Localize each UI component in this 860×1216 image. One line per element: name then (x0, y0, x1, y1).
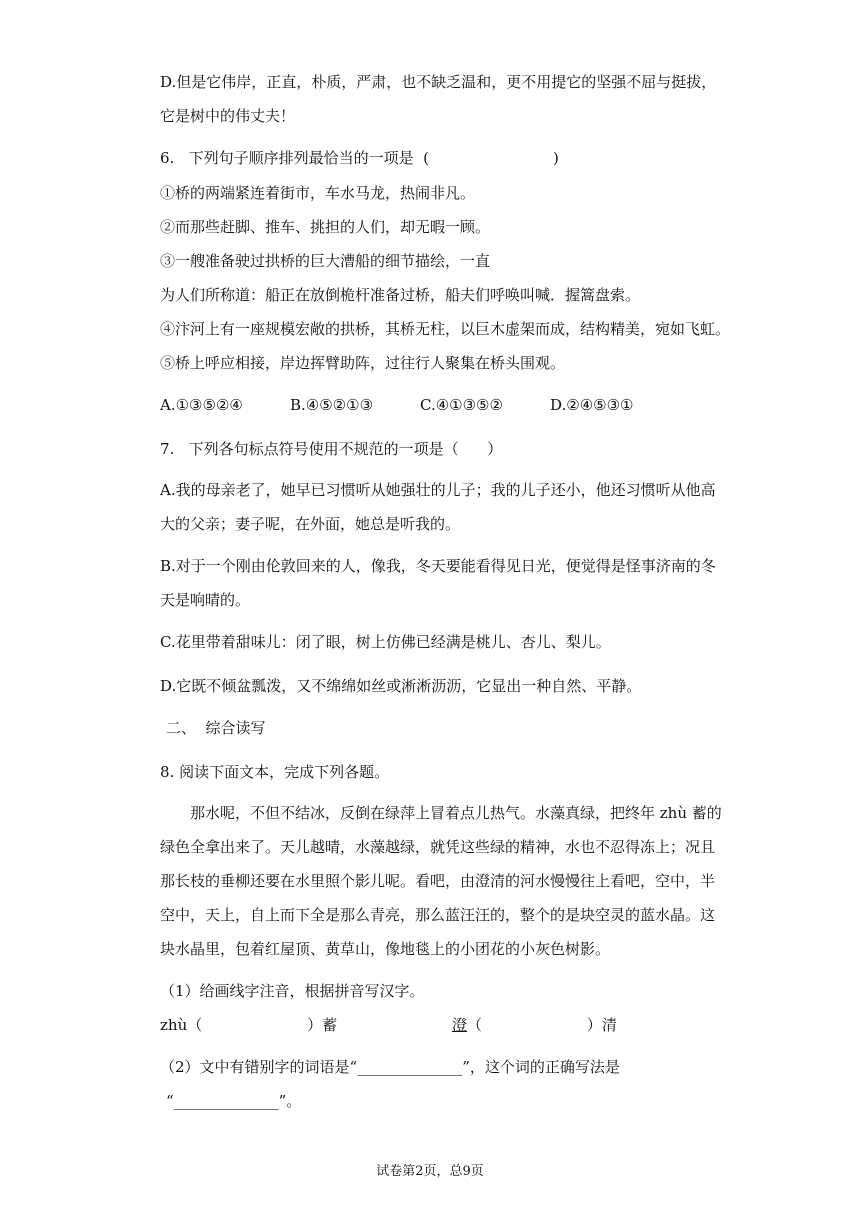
q8-sub1-blank-right-group (452, 1015, 617, 1035)
q7-option-b-line2: 天是响晴的。 (160, 591, 251, 609)
q7-option-d: D.它既不倾盆瓢泼，又不绵绵如丝或淅淅沥沥，它显出一种自然、平静。 (160, 677, 642, 695)
q7-option-a-line2: 大的父亲；妻子呢，在外面，她总是听我的。 (160, 515, 461, 533)
q5-option-d-line1: D.但是它伟岸，正直，朴质，严肃，也不缺乏温和，更不用提它的坚强不屈与挺拔， (160, 73, 717, 91)
q6-option-a: A.①③⑤②④ (160, 396, 243, 414)
page-footer: 试卷第2页，总9页 (376, 1164, 484, 1179)
q6-stem: 6. 下列句子顺序排列最恰当的一项是 ( ) (160, 149, 559, 167)
q6-sentence-5: ⑤桥上呼应相接，岸边挥臂助阵，过往行人聚集在桥头围观。 (160, 354, 566, 372)
q8-passage-line5: 块水晶里，包着红屋顶、黄草山，像地毯上的小团花的小灰色树影。 (160, 940, 611, 958)
q7-stem: 7. 下列各句标点符号使用不规范的一项是（ ） (160, 440, 503, 458)
q8-sub1-blank-right: （ ）清 (467, 1016, 617, 1034)
q6-option-b: B.④⑤②①③ (290, 396, 374, 414)
q8-sub1-blank-left: zhù（ ）蓄 (160, 1016, 338, 1034)
q6-sentence-4: ④汴河上有一座规模宏敞的拱桥，其桥无柱，以巨木虚架而成，结构精美，宛如飞虹。 (160, 320, 731, 338)
q7-option-c: C.花里带着甜味儿：闭了眼，树上仿佛已经满是桃儿、杏儿、梨儿。 (160, 633, 611, 651)
q8-passage-line1: 那水呢，不但不结冰，反倒在绿萍上冒着点儿热气。水藻真绿，把终年 zhù 蓄的 (190, 804, 722, 822)
q6-option-d: D.②④⑤③① (550, 396, 634, 414)
q8-sub2-line1: （2）文中有错别字的词语是“______________”，这个词的正确写法是 (160, 1058, 620, 1076)
q5-option-d-line2: 它是树中的伟丈夫！ (160, 107, 296, 125)
q8-sub2-line2: “______________”。 (166, 1092, 302, 1110)
section-2-heading: 二、 综合读写 (166, 719, 266, 737)
q6-option-c: C.④①③⑤② (420, 396, 503, 414)
underlined-char: 澄 (452, 1016, 468, 1034)
q8-stem: 8. 阅读下面文本，完成下列各题。 (160, 763, 390, 781)
q8-passage-line3: 那长枝的垂柳还要在水里照个影儿呢。看吧，由澄清的河水慢慢往上看吧，空中，半 (160, 872, 716, 890)
q8-passage-line2: 绿色全拿出来了。天儿越晴，水藻越绿，就凭这些绿的精神，水也不忍得冻上；况且 (160, 838, 716, 856)
q8-passage-line4: 空中，天上，自上而下全是那么青亮，那么蓝汪汪的，整个的是块空灵的蓝水晶。这 (160, 906, 716, 924)
q6-sentence-3a: ③一艘准备驶过拱桥的巨大漕船的细节描绘，一直 (160, 252, 491, 270)
q6-sentence-3b: 为人们所称道：船正在放倒桅杆准备过桥，船夫们呼唤叫喊．握篙盘索。 (160, 286, 641, 304)
q6-sentence-1: ①桥的两端紧连着街市，车水马龙，热闹非凡。 (160, 184, 476, 202)
q8-sub1-prompt: （1）给画线字注音，根据拼音写汉字。 (160, 982, 425, 1000)
q7-option-b-line1: B.对于一个刚由伦敦回来的人，像我，冬天要能看得见日光，便觉得是怪事济南的冬 (160, 557, 716, 575)
q6-sentence-2: ②而那些赶脚、推车、挑担的人们，却无暇一顾。 (160, 218, 491, 236)
q7-option-a-line1: A.我的母亲老了，她早已习惯听从她强壮的儿子；我的儿子还小，他还习惯听从他高 (160, 481, 716, 499)
